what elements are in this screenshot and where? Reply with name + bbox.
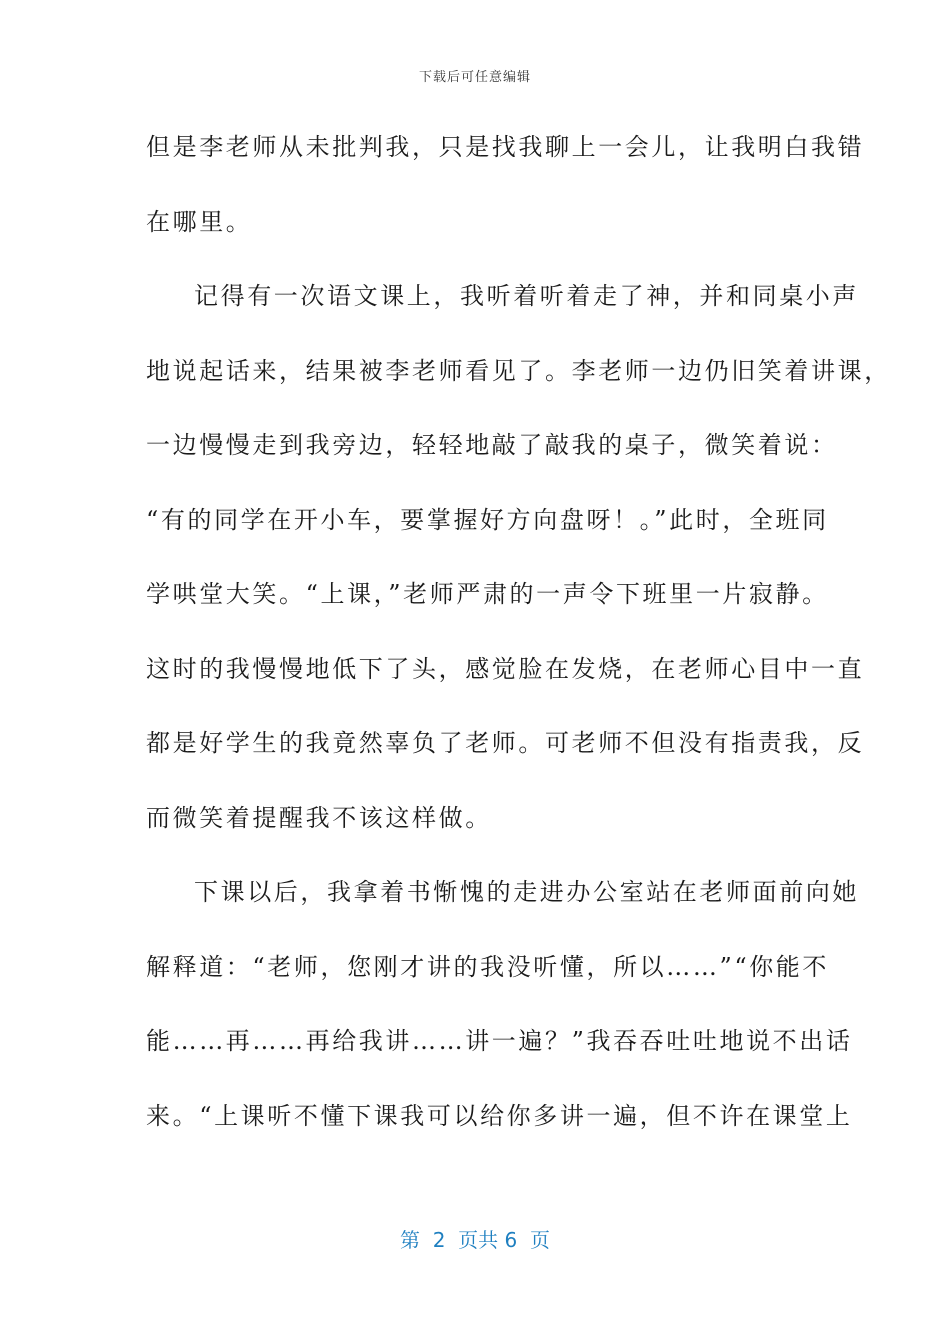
text-line: 来。“上课听不懂下课我可以给你多讲一遍，但不许在课堂上 (146, 1101, 853, 1130)
text-line: 这时的我慢慢地低下了头，感觉脸在发烧，在老师心目中一直 (146, 654, 865, 683)
text-line: “有的同学在开小车，要掌握好方向盘呀！。”此时，全班同 (146, 505, 829, 534)
text-line: 一边慢慢走到我旁边，轻轻地敲了敲我的桌子，微笑着说： (146, 431, 838, 459)
text-line: 能……再……再给我讲……讲一遍？”我吞吞吐吐地说不出话 (146, 1027, 853, 1055)
text-line: 解释道：“老师，您刚才讲的我没听懂，所以……”“你能不 (146, 952, 830, 981)
text-line: 在哪里。 (146, 207, 253, 236)
page-number-footer: 第 2 页共 6 页 (400, 1228, 550, 1252)
header-note: 下载后可任意编辑 (418, 70, 531, 85)
paragraph-start-line: 记得有一次语文课上，我听着听着走了神，并和同桌小声 (194, 282, 859, 310)
text-line: 但是李老师从未批判我，只是找我聊上一会儿，让我明白我错 (146, 133, 865, 161)
text-line: 学哄堂大笑。“上课，”老师严肃的一声令下班里一片寂静。 (146, 580, 829, 608)
paragraph-start-line: 下课以后，我拿着书惭愧的走进办公室站在老师面前向她 (194, 878, 859, 906)
text-line: 都是好学生的我竟然辜负了老师。可老师不但没有指责我，反 (146, 729, 865, 757)
text-line: 而微笑着提醒我不该这样做。 (146, 803, 492, 832)
body-text (146, 123, 891, 1166)
text-line: 地说起话来，结果被李老师看见了。李老师一边仍旧笑着讲课， (146, 356, 891, 385)
